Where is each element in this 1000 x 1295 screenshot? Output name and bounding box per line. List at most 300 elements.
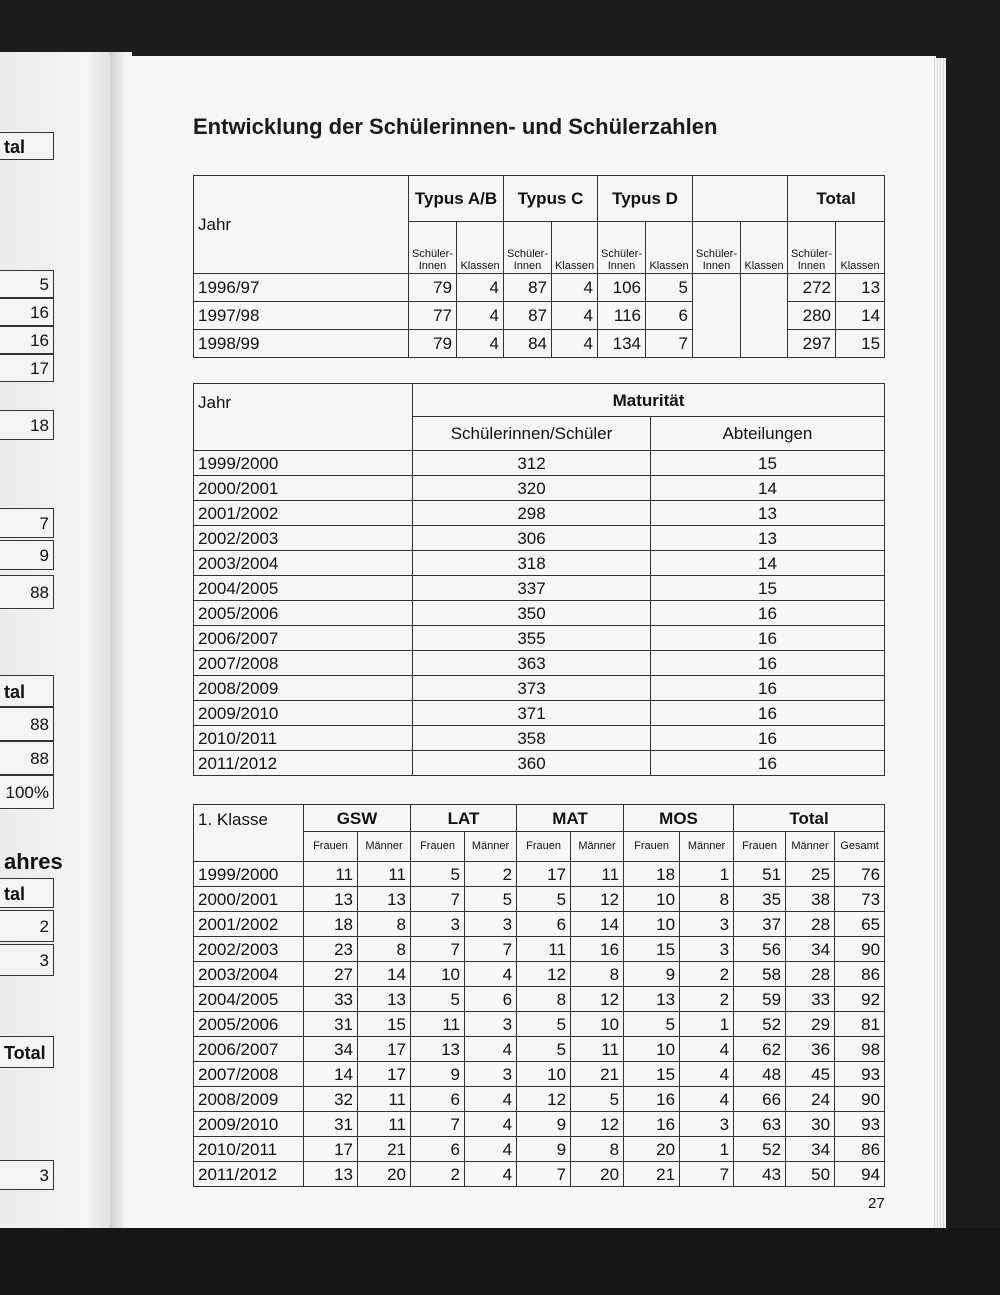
sub-schueler: Schüler-Innen [504,222,552,274]
table-row [194,1062,885,1087]
cell-mos-maenner: 2 [680,987,734,1012]
cell-mos-frauen: 16 [624,1112,680,1137]
cell-gsw-maenner: 17 [358,1062,411,1087]
cell-lat-maenner: 4 [465,1112,517,1137]
cell-total-frauen: 48 [734,1062,786,1087]
table-row [194,651,885,676]
page-title: Entwicklung der Schülerinnen- und Schülerzahlen [193,114,718,139]
cell-total-frauen: 59 [734,987,786,1012]
table-row [194,302,885,330]
left-page-cell: ahres [4,849,63,874]
cell-total-gesamt: 86 [835,962,885,987]
cell-jahr: 2007/2008 [194,651,413,676]
cell-gsw-frauen: 14 [304,1062,358,1087]
table-row [194,1137,885,1162]
cell-lat-frauen: 10 [411,962,465,987]
cell-gsw-frauen: 32 [304,1087,358,1112]
cell-ab_s: 79 [409,274,457,302]
sub-maenner: Männer [786,832,835,862]
cell-gsw-maenner: 8 [358,912,411,937]
cell-gsw-frauen: 11 [304,862,358,887]
cell-mat-maenner: 10 [571,1012,624,1037]
table-row [194,551,885,576]
cell-a: 16 [651,626,885,651]
cell-s: 298 [413,501,651,526]
cell-lat-frauen: 6 [411,1087,465,1112]
cell-total-frauen: 43 [734,1162,786,1187]
cell-mat-frauen: 5 [517,887,571,912]
cell-s: 337 [413,576,651,601]
cell-mos-frauen: 16 [624,1087,680,1112]
cell-klasse: 2011/2012 [194,1162,304,1187]
cell-s: 373 [413,676,651,701]
cell-gsw-frauen: 23 [304,937,358,962]
table-row [194,912,885,937]
header-gsw: GSW [304,805,411,832]
cell-mat-maenner: 16 [571,937,624,962]
cell-a: 16 [651,701,885,726]
sub-klassen: Klassen [741,222,788,274]
cell-klasse: 2009/2010 [194,1112,304,1137]
table-row [194,1087,885,1112]
sub-frauen: Frauen [624,832,680,862]
cell-total-gesamt: 90 [835,1087,885,1112]
cell-mat-frauen: 6 [517,912,571,937]
cell-total-maenner: 28 [786,912,835,937]
cell-total-maenner: 34 [786,1137,835,1162]
cell-empty [741,302,788,330]
cell-gsw-frauen: 13 [304,1162,358,1187]
sub-schueler: Schüler-Innen [598,222,646,274]
header-total: Total [734,805,885,832]
table-row [194,601,885,626]
cell-mat-frauen: 5 [517,1012,571,1037]
header-klasse: 1. Klasse [194,805,304,862]
cell-mat-frauen: 10 [517,1062,571,1087]
sub-gesamt: Gesamt [835,832,885,862]
cell-jahr: 2011/2012 [194,751,413,776]
table-row [194,1112,885,1137]
cell-lat-maenner: 3 [465,1012,517,1037]
cell-total-gesamt: 81 [835,1012,885,1037]
sub-schueler: Schüler-Innen [788,222,836,274]
cell-total-frauen: 66 [734,1087,786,1112]
left-page-cell: 7 [0,508,54,538]
cell-a: 16 [651,751,885,776]
cell-jahr: 2009/2010 [194,701,413,726]
cell-t_k: 13 [836,274,885,302]
cell-mat-frauen: 8 [517,987,571,1012]
cell-empty [693,302,741,330]
cell-gsw-frauen: 34 [304,1037,358,1062]
cell-mat-maenner: 20 [571,1162,624,1187]
cell-a: 13 [651,501,885,526]
cell-lat-maenner: 4 [465,962,517,987]
cell-gsw-frauen: 31 [304,1012,358,1037]
cell-total-maenner: 30 [786,1112,835,1137]
cell-gsw-maenner: 11 [358,862,411,887]
cell-gsw-maenner: 15 [358,1012,411,1037]
cell-klasse: 2006/2007 [194,1037,304,1062]
left-page-cell: 88 [0,575,54,609]
cell-mat-maenner: 8 [571,962,624,987]
cell-gsw-maenner: 20 [358,1162,411,1187]
table-row [194,701,885,726]
cell-gsw-maenner: 11 [358,1112,411,1137]
cell-mos-maenner: 7 [680,1162,734,1187]
table-row [194,626,885,651]
cell-t_k: 15 [836,330,885,358]
cell-total-maenner: 29 [786,1012,835,1037]
cell-klasse: 2007/2008 [194,1062,304,1087]
cell-jahr: 2005/2006 [194,601,413,626]
cell-gsw-maenner: 13 [358,887,411,912]
cell-total-maenner: 36 [786,1037,835,1062]
cell-lat-frauen: 7 [411,887,465,912]
cell-total-gesamt: 98 [835,1037,885,1062]
table-row [194,526,885,551]
sub-maenner: Männer [358,832,411,862]
cell-gsw-maenner: 14 [358,962,411,987]
left-page-cell: 3 [0,1160,54,1190]
cell-a: 14 [651,476,885,501]
header-empty [693,176,788,222]
cell-total-gesamt: 94 [835,1162,885,1187]
cell-mat-frauen: 7 [517,1162,571,1187]
cell-mos-maenner: 4 [680,1037,734,1062]
cell-ab_s: 79 [409,330,457,358]
cell-lat-maenner: 3 [465,1062,517,1087]
cell-lat-maenner: 4 [465,1162,517,1187]
cell-total-frauen: 52 [734,1012,786,1037]
cell-mos-maenner: 4 [680,1087,734,1112]
cell-total-maenner: 34 [786,937,835,962]
cell-gsw-frauen: 27 [304,962,358,987]
left-page-cell: 16 [0,298,54,326]
cell-klasse: 2001/2002 [194,912,304,937]
table-row [194,676,885,701]
cell-lat-maenner: 6 [465,987,517,1012]
cell-ab_k: 4 [457,274,504,302]
cell-t_k: 14 [836,302,885,330]
bottom-shadow [0,1228,1000,1295]
cell-lat-maenner: 3 [465,912,517,937]
cell-jahr: 1998/99 [194,330,409,358]
cell-mat-maenner: 11 [571,1037,624,1062]
cell-total-frauen: 51 [734,862,786,887]
cell-mos-frauen: 10 [624,1037,680,1062]
cell-gsw-frauen: 18 [304,912,358,937]
cell-mat-frauen: 9 [517,1112,571,1137]
cell-klasse: 2008/2009 [194,1087,304,1112]
cell-mos-maenner: 1 [680,1012,734,1037]
cell-mat-frauen: 5 [517,1037,571,1062]
cell-gsw-frauen: 17 [304,1137,358,1162]
header-typus-c: Typus C [504,176,598,222]
table-row [194,862,885,887]
cell-mos-frauen: 15 [624,937,680,962]
sub-maenner: Männer [680,832,734,862]
cell-total-maenner: 38 [786,887,835,912]
cell-c_k: 4 [552,330,598,358]
cell-gsw-maenner: 17 [358,1037,411,1062]
cell-lat-frauen: 7 [411,937,465,962]
cell-lat-frauen: 2 [411,1162,465,1187]
cell-s: 355 [413,626,651,651]
cell-total-gesamt: 76 [835,862,885,887]
cell-s: 350 [413,601,651,626]
cell-total-maenner: 24 [786,1087,835,1112]
cell-d_s: 134 [598,330,646,358]
cell-mat-maenner: 11 [571,862,624,887]
table-row [194,274,885,302]
cell-total-gesamt: 92 [835,987,885,1012]
cell-mat-maenner: 8 [571,1137,624,1162]
left-page-cell: 88 [0,707,54,741]
sub-klassen: Klassen [836,222,885,274]
cell-lat-frauen: 7 [411,1112,465,1137]
left-page-cell: 9 [0,540,54,570]
cell-c_s: 87 [504,302,552,330]
cell-gsw-frauen: 13 [304,887,358,912]
cell-jahr: 2000/2001 [194,476,413,501]
cell-empty [741,274,788,302]
cell-lat-frauen: 9 [411,1062,465,1087]
cell-a: 16 [651,601,885,626]
cell-total-frauen: 62 [734,1037,786,1062]
cell-lat-maenner: 5 [465,887,517,912]
cell-mos-frauen: 10 [624,887,680,912]
cell-total-gesamt: 65 [835,912,885,937]
table-row [194,1012,885,1037]
cell-lat-maenner: 4 [465,1087,517,1112]
cell-empty [693,330,741,358]
cell-mat-maenner: 5 [571,1087,624,1112]
table-row [194,962,885,987]
cell-total-maenner: 45 [786,1062,835,1087]
page-number: 27 [868,1195,885,1212]
cell-lat-frauen: 3 [411,912,465,937]
header-jahr: Jahr [194,176,409,274]
cell-s: 371 [413,701,651,726]
sub-frauen: Frauen [517,832,571,862]
left-page-cell: 17 [0,354,54,382]
cell-mat-frauen: 9 [517,1137,571,1162]
table-row [194,987,885,1012]
cell-ab_s: 77 [409,302,457,330]
cell-total-maenner: 28 [786,962,835,987]
cell-t_s: 297 [788,330,836,358]
cell-mos-maenner: 3 [680,912,734,937]
cell-s: 306 [413,526,651,551]
cell-s: 312 [413,451,651,476]
cell-a: 13 [651,526,885,551]
cell-mat-maenner: 21 [571,1062,624,1087]
cell-total-frauen: 63 [734,1112,786,1137]
cell-mat-maenner: 12 [571,987,624,1012]
cell-mos-maenner: 3 [680,1112,734,1137]
cell-gsw-maenner: 11 [358,1087,411,1112]
cell-mat-frauen: 17 [517,862,571,887]
page-edge [934,58,946,1228]
table-row [194,1037,885,1062]
cell-s: 363 [413,651,651,676]
cell-lat-maenner: 4 [465,1137,517,1162]
cell-mos-frauen: 5 [624,1012,680,1037]
cell-mos-maenner: 1 [680,862,734,887]
cell-jahr: 1996/97 [194,274,409,302]
cell-a: 16 [651,651,885,676]
cell-mat-maenner: 12 [571,1112,624,1137]
header-maturitaet: Maturität [413,384,885,417]
cell-s: 358 [413,726,651,751]
cell-total-frauen: 37 [734,912,786,937]
cell-d_k: 7 [646,330,693,358]
cell-ab_k: 4 [457,302,504,330]
cell-jahr: 1999/2000 [194,451,413,476]
cell-mat-frauen: 11 [517,937,571,962]
header-typus-d: Typus D [598,176,693,222]
cell-mat-frauen: 12 [517,962,571,987]
cell-klasse: 2003/2004 [194,962,304,987]
left-page-cell: 16 [0,326,54,354]
cell-mat-maenner: 12 [571,887,624,912]
cell-mos-frauen: 15 [624,1062,680,1087]
sub-maenner: Männer [571,832,624,862]
sub-schueler: Schüler-Innen [409,222,457,274]
cell-total-gesamt: 93 [835,1062,885,1087]
cell-s: 318 [413,551,651,576]
cell-empty [741,330,788,358]
cell-lat-frauen: 6 [411,1137,465,1162]
cell-mat-maenner: 14 [571,912,624,937]
cell-c_k: 4 [552,274,598,302]
cell-total-gesamt: 90 [835,937,885,962]
cell-d_k: 5 [646,274,693,302]
cell-c_k: 4 [552,302,598,330]
left-page-cell: 5 [0,270,54,298]
cell-mos-frauen: 9 [624,962,680,987]
header-jahr: Jahr [194,384,413,451]
left-page-cell: Total [0,1036,54,1068]
header-lat: LAT [411,805,517,832]
table-row [194,476,885,501]
cell-jahr: 1997/98 [194,302,409,330]
header-typus-ab: Typus A/B [409,176,504,222]
cell-jahr: 2003/2004 [194,551,413,576]
cell-mos-maenner: 3 [680,937,734,962]
left-page-cell: 3 [0,944,54,976]
table-row [194,501,885,526]
table-row [194,576,885,601]
cell-mat-frauen: 12 [517,1087,571,1112]
cell-jahr: 2006/2007 [194,626,413,651]
table-row [194,1162,885,1187]
cell-mos-frauen: 21 [624,1162,680,1187]
cell-ab_k: 4 [457,330,504,358]
cell-a: 16 [651,676,885,701]
sub-frauen: Frauen [304,832,358,862]
header-schueler: Schülerinnen/Schüler [413,417,651,451]
left-page-cell: tal [0,675,54,707]
cell-c_s: 84 [504,330,552,358]
cell-s: 360 [413,751,651,776]
table-typus [193,175,885,358]
cell-total-frauen: 35 [734,887,786,912]
cell-total-frauen: 52 [734,1137,786,1162]
cell-klasse: 2005/2006 [194,1012,304,1037]
cell-lat-frauen: 5 [411,987,465,1012]
cell-mos-maenner: 8 [680,887,734,912]
left-page-cell: 2 [0,910,54,942]
cell-d_s: 106 [598,274,646,302]
sub-klassen: Klassen [457,222,504,274]
table-row [194,330,885,358]
left-page-cell: tal [0,878,54,908]
header-total: Total [788,176,885,222]
cell-lat-maenner: 4 [465,1037,517,1062]
cell-gsw-frauen: 33 [304,987,358,1012]
table-row [194,887,885,912]
cell-t_s: 280 [788,302,836,330]
cell-gsw-maenner: 8 [358,937,411,962]
cell-lat-frauen: 13 [411,1037,465,1062]
cell-lat-frauen: 11 [411,1012,465,1037]
header-mos: MOS [624,805,734,832]
cell-total-maenner: 50 [786,1162,835,1187]
sub-klassen: Klassen [552,222,598,274]
cell-mos-frauen: 20 [624,1137,680,1162]
left-page-cell: 18 [0,410,54,440]
table-row [194,937,885,962]
cell-mos-frauen: 18 [624,862,680,887]
cell-a: 16 [651,726,885,751]
cell-klasse: 1999/2000 [194,862,304,887]
table-maturitaet [193,383,885,776]
cell-gsw-frauen: 31 [304,1112,358,1137]
cell-gsw-maenner: 21 [358,1137,411,1162]
cell-mos-frauen: 13 [624,987,680,1012]
sub-frauen: Frauen [734,832,786,862]
cell-total-gesamt: 86 [835,1137,885,1162]
cell-jahr: 2010/2011 [194,726,413,751]
cell-jahr: 2008/2009 [194,676,413,701]
cell-total-frauen: 56 [734,937,786,962]
table-row [194,751,885,776]
cell-total-maenner: 33 [786,987,835,1012]
cell-total-maenner: 25 [786,862,835,887]
cell-t_s: 272 [788,274,836,302]
cell-mos-frauen: 10 [624,912,680,937]
cell-klasse: 2004/2005 [194,987,304,1012]
sub-frauen: Frauen [411,832,465,862]
sub-maenner: Männer [465,832,517,862]
cell-a: 15 [651,451,885,476]
cell-a: 14 [651,551,885,576]
cell-empty [693,274,741,302]
table-klasse [193,804,885,1187]
left-page-cell: 88 [0,741,54,775]
sub-schueler: Schüler-Innen [693,222,741,274]
cell-jahr: 2004/2005 [194,576,413,601]
header-mat: MAT [517,805,624,832]
table-row [194,726,885,751]
left-page-cell: 100% [0,775,54,809]
cell-gsw-maenner: 13 [358,987,411,1012]
table-row [194,451,885,476]
cell-mos-maenner: 2 [680,962,734,987]
cell-total-frauen: 58 [734,962,786,987]
